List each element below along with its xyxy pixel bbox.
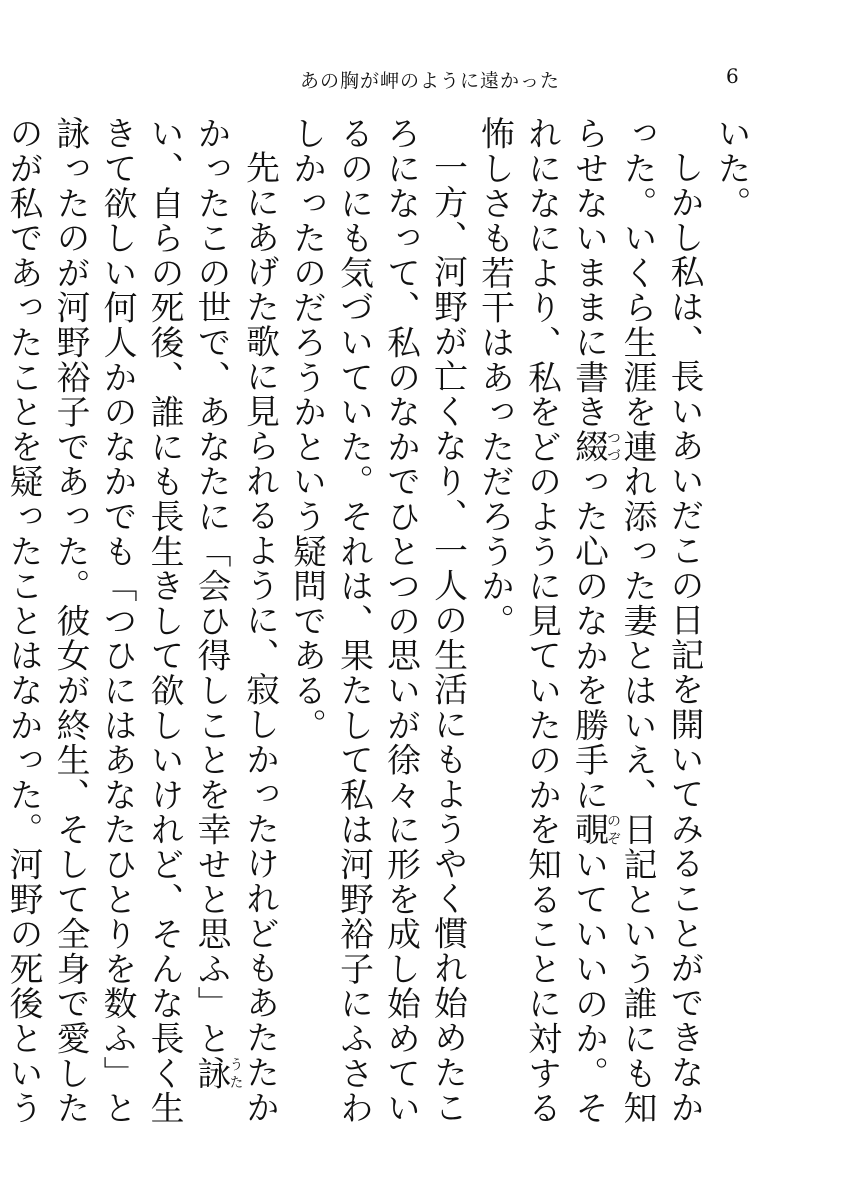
paragraph (284, 116, 472, 1126)
text-run: った心のなかを勝手に (569, 464, 609, 813)
paragraph (0, 116, 284, 1126)
text-run: い、自らの死後、誰にも長生きして欲しいけれど、そんな長く生きて欲しい何人かのなかでも「つひにはあなたひとりを数ふ」と詠ったのが河野裕子であった。彼女が終生、そして全身で愛したのが私であったことを疑ったことはなかった。河野の死後という (4, 116, 184, 1126)
page-number: 6 (726, 64, 739, 88)
ruby-base: 綴 (569, 429, 609, 465)
ruby-annotation (569, 812, 621, 847)
text-run: いた。 (712, 116, 751, 221)
text-run: いていいのか。それになにより、私をどのように見ていたのかを知ることに対する怖しさも若干はあっただろうか。 (475, 116, 609, 1126)
ruby-annotation (192, 1055, 244, 1091)
running-head-title: あの胸が岬のように遠かった (300, 70, 561, 92)
text-run: 一方、河野が亡くなり、一人の生活にもようやく慣れ始めたころになって、私のなかでひとつの思いが徐々に形を成し始めているのにも気づいていた。それは、果たして私は河野裕子にふさわしかったのだろうかという疑問である。 (287, 116, 468, 1126)
text-run: 先にあげた歌に見られるように、寂しかったけれどもあたたかかったこの世で、あなたに「会ひ得しことを幸せと思ふ」と (192, 116, 280, 1125)
text-run: しかし私は、長いあいだこの日記を開いてみることができなかった。いくら生涯を連れ添った妻とはいえ、日記という誰にも知らせないままに書き (569, 116, 704, 1126)
paragraph (472, 116, 709, 1126)
ruby-reading: つづ (605, 429, 621, 465)
ruby-base: 覗 (569, 812, 609, 847)
ruby-base: 詠 (192, 1055, 231, 1091)
ruby-annotation (569, 429, 621, 465)
paragraph (708, 116, 755, 1126)
vertical-body-text (4, 116, 755, 1126)
ruby-reading: うた (227, 1055, 244, 1091)
ruby-reading: のぞ (605, 812, 621, 847)
